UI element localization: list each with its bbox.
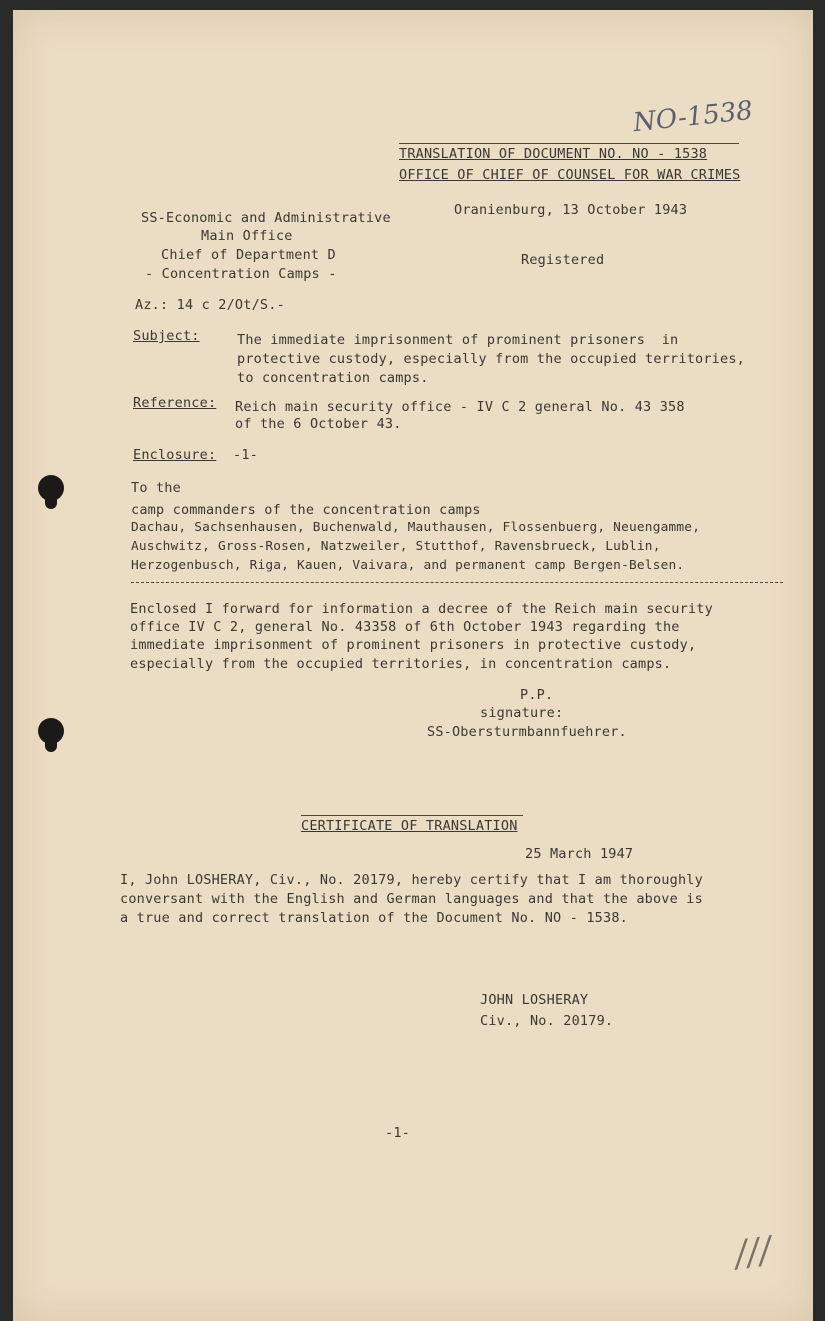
- addressee-line-5: Herzogenbusch, Riga, Kauen, Vaivara, and permanent camp Bergen-Belsen.: [131, 558, 685, 573]
- certificate-date: 25 March 1947: [525, 846, 634, 862]
- enclosure-label: Enclosure:: [133, 447, 217, 463]
- sender-line-4: - Concentration Camps -: [145, 266, 337, 282]
- sender-line-3: Chief of Department D: [161, 247, 336, 263]
- body-line-4: especially from the occupied territories, in concentration camps.: [130, 656, 672, 672]
- handwritten-document-code: NO-1538: [631, 95, 755, 139]
- sender-line-1: SS-Economic and Administrative: [141, 210, 391, 226]
- certificate-line-3: a true and correct translation of the Document No. NO - 1538.: [120, 910, 628, 926]
- body-line-1: Enclosed I forward for information a decree of the Reich main security: [130, 601, 713, 617]
- translator-name: JOHN LOSHERAY: [480, 992, 589, 1008]
- sender-line-2: Main Office: [201, 228, 293, 244]
- certificate-line-1: I, John LOSHERAY, Civ., No. 20179, hereby certify that I am thoroughly: [120, 872, 703, 888]
- corner-mark: ///: [732, 1229, 775, 1276]
- certificate-top-rule: [301, 815, 523, 816]
- reference-label: Reference:: [133, 395, 217, 411]
- addressee-line-2: camp commanders of the concentration camps: [131, 502, 481, 518]
- enclosure-value: -1-: [233, 447, 258, 463]
- reference-code: Az.: 14 c 2/Ot/S.-: [135, 297, 285, 313]
- signature-rank: SS-Obersturmbannfuehrer.: [427, 724, 627, 740]
- subject-line-1: The immediate imprisonment of prominent prisoners in: [237, 332, 679, 348]
- addressee-line-4: Auschwitz, Gross-Rosen, Natzweiler, Stutthof, Ravensbrueck, Lublin,: [131, 539, 661, 554]
- subject-label: Subject:: [133, 328, 200, 344]
- body-line-3: immediate imprisonment of prominent prisoners in protective custody,: [130, 637, 697, 653]
- registered-mark: Registered: [521, 252, 605, 268]
- header-translation-line: TRANSLATION OF DOCUMENT NO. NO - 1538: [399, 146, 708, 162]
- translator-id: Civ., No. 20179.: [480, 1013, 614, 1029]
- reference-line-2: of the 6 October 43.: [235, 416, 402, 432]
- addressee-line-3: Dachau, Sachsenhausen, Buchenwald, Mauthausen, Flossenbuerg, Neuengamme,: [131, 520, 701, 535]
- signature-label: signature:: [480, 705, 564, 721]
- certificate-line-2: conversant with the English and German languages and that the above is: [120, 891, 703, 907]
- place-date: Oranienburg, 13 October 1943: [454, 202, 688, 218]
- punch-hole-bottom: [38, 718, 64, 744]
- addressee-separator: [131, 582, 783, 583]
- addressee-line-1: To the: [131, 480, 181, 496]
- subject-line-2: protective custody, especially from the occupied territories,: [237, 351, 745, 367]
- page-number: -1-: [385, 1125, 410, 1141]
- body-line-2: office IV C 2, general No. 43358 of 6th October 1943 regarding the: [130, 619, 680, 635]
- header-top-rule: [399, 143, 739, 144]
- document-page: [13, 10, 813, 1321]
- signature-pp: P.P.: [520, 687, 554, 703]
- certificate-title: CERTIFICATE OF TRANSLATION: [301, 818, 518, 834]
- punch-hole-top: [38, 475, 64, 501]
- subject-line-3: to concentration camps.: [237, 370, 429, 386]
- header-office-line: OFFICE OF CHIEF OF COUNSEL FOR WAR CRIMES: [399, 167, 741, 183]
- reference-line-1: Reich main security office - IV C 2 general No. 43 358: [235, 399, 685, 415]
